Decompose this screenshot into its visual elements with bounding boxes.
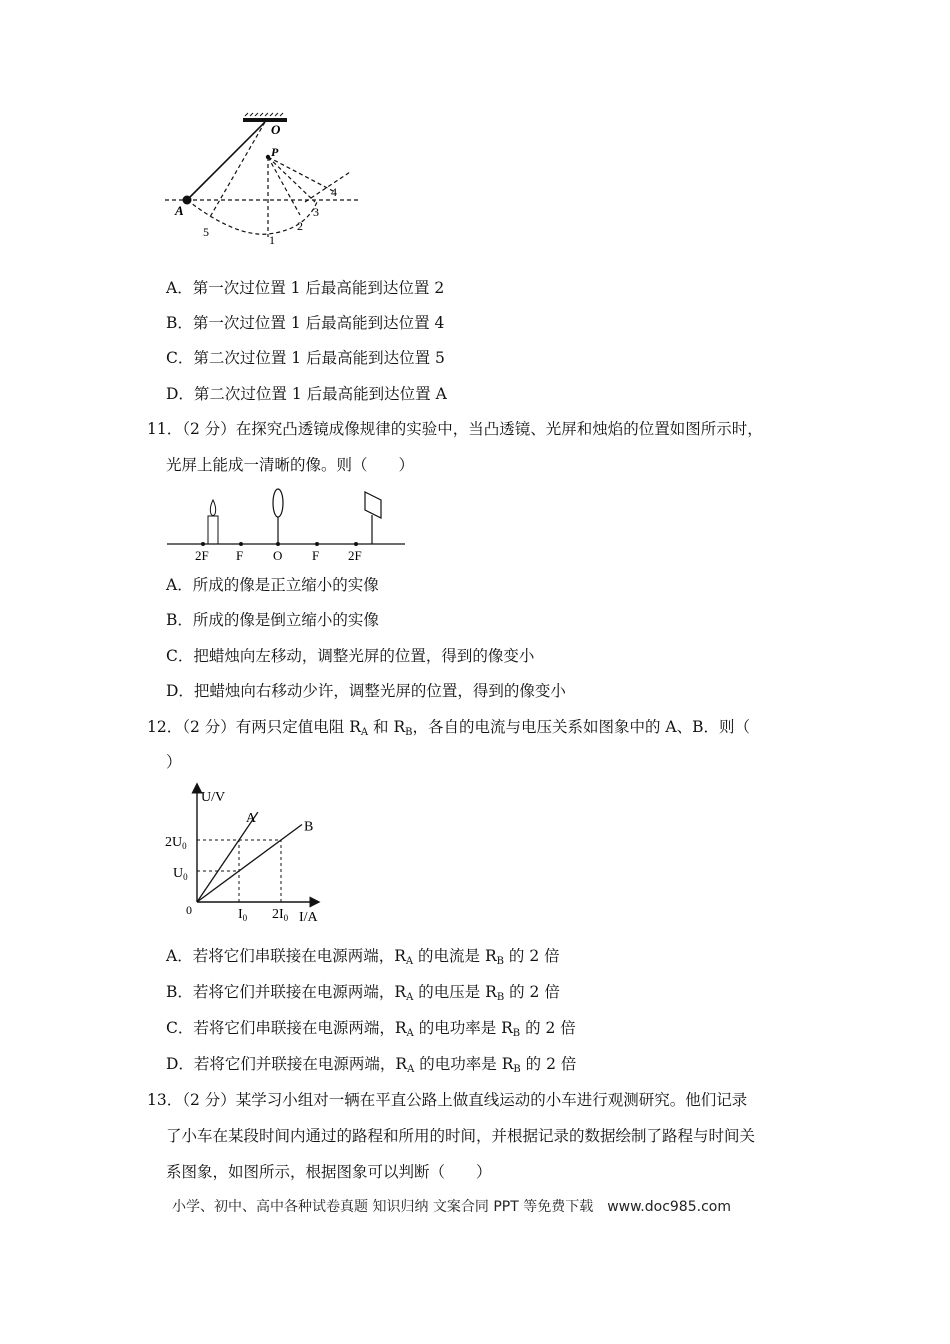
convex-lens-icon (273, 489, 283, 517)
label-5: 5 (203, 225, 209, 239)
pendulum-figure (165, 112, 365, 247)
candle-icon (208, 500, 218, 544)
axis-label-2f-right: 2F (348, 548, 362, 563)
q12-stem-line2: ） (166, 753, 182, 771)
q13-stem-line2: 了小车在某段时间内通过的路程和所用的时间，并根据记录的数据绘制了路程与时间关 (166, 1127, 756, 1145)
q13-stem-line3: 系图象，如图所示，根据图象可以判断（ ） (166, 1163, 492, 1181)
series-line-b (197, 825, 302, 903)
axis-label-f-right: F (312, 548, 320, 563)
axis-label-f-left: F (236, 548, 244, 563)
q13-stem-line1: 13．（2 分）某学习小组对一辆在平直公路上做直线运动的小车进行观测研究。他们记录 (147, 1091, 748, 1109)
label-a: A (175, 203, 184, 218)
q10-option-b: B．第一次过位置 1 后最高能到达位置 4 (166, 314, 445, 332)
q12-stem-line1: 12．（2 分）有两只定值电阻 $R_A$ 和 $R_B$，各自的电流与电压关系如图象中的 A、B．则（ (147, 718, 751, 738)
label-p: P (271, 145, 279, 159)
label-1: 1 (269, 233, 275, 247)
q10-option-d: D．第二次过位置 1 后最高能到达位置 A (166, 385, 447, 403)
label-4: 4 (331, 185, 337, 199)
label-2: 2 (297, 219, 303, 233)
q11-option-a: A．所成的像是正立缩小的实像 (166, 576, 379, 594)
q12-option-c: C．若将它们串联接在电源两端，$R_A$ 的电功率是 $R_B$ 的 2 倍 (166, 1019, 576, 1039)
pendulum-string (187, 122, 265, 200)
origin-label: 0 (186, 903, 192, 917)
label-o: O (271, 122, 281, 137)
q12-option-b: B．若将它们并联接在电源两端，$R_A$ 的电压是 $R_B$ 的 2 倍 (166, 983, 560, 1003)
x-tick-i0: $I_0$ (238, 907, 248, 923)
lens-figure (165, 486, 410, 566)
x-tick-2i0: $2I_0$ (272, 907, 289, 923)
y-axis-label: U/V (201, 790, 226, 805)
q11-option-b: B．所成的像是倒立缩小的实像 (166, 611, 379, 629)
x-axis-label: I/A (299, 910, 318, 925)
y-tick-u0: $U_0$ (173, 866, 188, 882)
label-3: 3 (313, 205, 319, 219)
q12-option-d: D．若将它们并联接在电源两端，$R_A$ 的电功率是 $R_B$ 的 2 倍 (166, 1055, 577, 1075)
q11-stem-line1: 11．（2 分）在探究凸透镜成像规律的实验中，当凸透镜、光屏和烛焰的位置如图所示时， (147, 420, 763, 438)
q10-option-c: C．第二次过位置 1 后最高能到达位置 5 (166, 349, 445, 367)
q11-stem-line2: 光屏上能成一清晰的像。则（ ） (166, 456, 415, 474)
screen-icon (365, 492, 381, 518)
u-i-chart (165, 780, 345, 930)
axis-label-o: O (273, 548, 283, 563)
series-label-b: B (304, 819, 314, 835)
series-label-a: A (245, 811, 257, 827)
footer-text: 小学、初中、高中各种试卷真题 知识归纳 文案合同 PPT 等免费下载 www.doc985.com (172, 1199, 731, 1215)
q10-option-a: A．第一次过位置 1 后最高能到达位置 2 (166, 279, 445, 297)
axis-label-2f-left: 2F (195, 548, 209, 563)
q11-option-d: D．把蜡烛向右移动少许，调整光屏的位置，得到的像变小 (166, 682, 566, 700)
y-tick-2u0: $2U_0$ (165, 835, 187, 851)
q11-option-c: C．把蜡烛向左移动，调整光屏的位置，得到的像变小 (166, 647, 535, 665)
q12-option-a: A．若将它们串联接在电源两端，$R_A$ 的电流是 $R_B$ 的 2 倍 (166, 947, 560, 967)
